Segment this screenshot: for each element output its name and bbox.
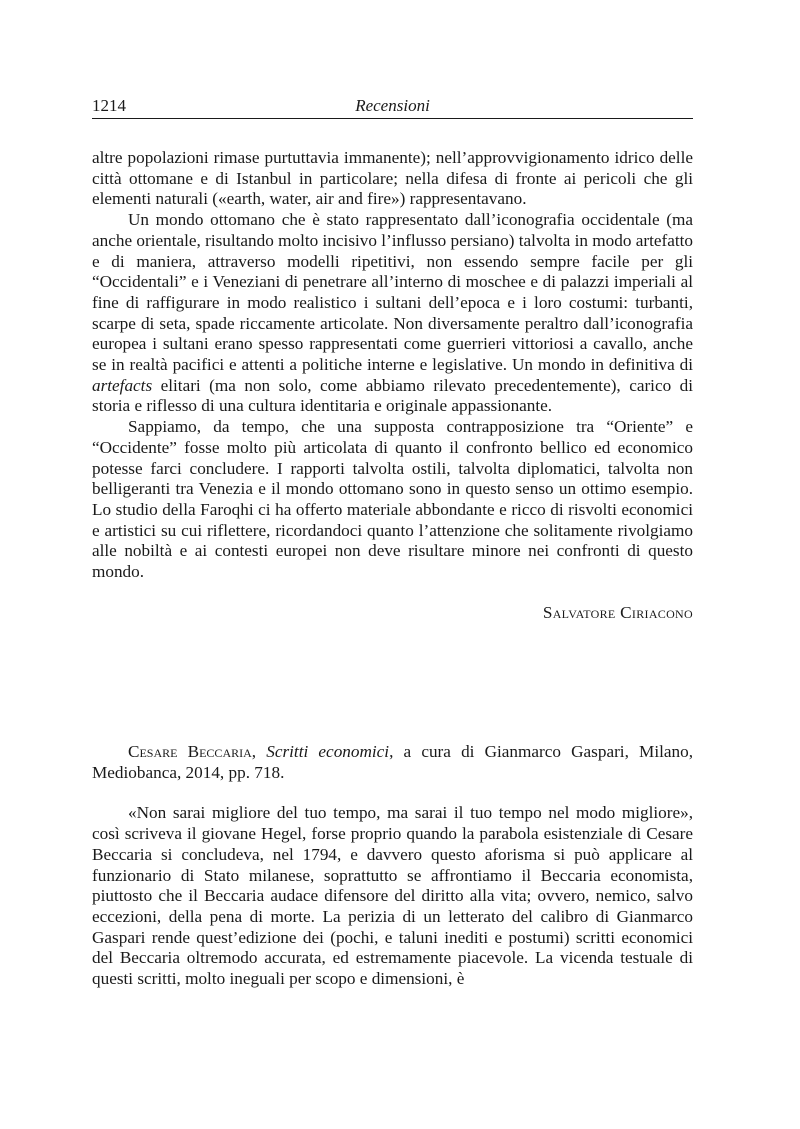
running-title: Recensioni — [355, 96, 430, 115]
review-paragraph-1: «Non sarai migliore del tuo tempo, ma sarai il tuo tempo nel modo migliore», così scriveva il giovane Hegel, forse proprio quando la parabola esistenziale di Cesare Beccaria si concludeva, nel 1794, e davvero questo aforisma si può applicare al funzionario di Stato milanese, soprattutto se affrontiamo il Beccaria economista, piuttosto che il Beccaria audace difensore del diritto alla vita; ovvero, nemico, salvo eccezioni, della pena di morte. La perizia di un letterato del calibro di Gianmarco Gaspari rende quest’edizione dei (pochi, e taluni inediti e postumi) scritti economici del Beccaria oltremodo accurata, ed estremamente piacevole. La vicenda testuale di questi scritti, molto ineguali per scopo e dimensioni, è — [92, 803, 693, 989]
page-number: 1214 — [92, 96, 126, 115]
paragraph-3: Sappiamo, da tempo, che una supposta contrapposizione tra “Oriente” e “Occidente” fosse molto più articolata di quanto il confronto bellico ed economico potesse farci concludere. I rapporti talvolta ostili, talvolta diplomatici, talvolta non belligeranti tra Venezia e il mondo ottomano sono in questo senso un ottimo esempio. Lo studio della Faroqhi ci ha offerto materiale abbondante e ricco di risvolti economici e artistici su cui riflettere, ricordandoci quanto l’attenzione che solitamente rivolgiamo alle nobiltà e ai contesti europei non deve risultare minore nei confronti di questo mondo. — [92, 417, 693, 582]
paragraph-1: altre popolazioni rimase purtuttavia immanente); nell’approvvigionamento idrico delle città ottomane e di Istanbul in particolare; nella difesa di fronte ai pericoli che gli elementi naturali («earth, water, air and fire») rappresentavano. — [92, 148, 693, 209]
paragraph-2 — [92, 210, 693, 417]
bibliographic-entry: Cesare Beccaria, Scritti economici, a cura di Gianmarco Gaspari, Milano, Mediobanca, 2014, pp. 718. — [92, 742, 693, 782]
new-review — [92, 742, 693, 990]
italic-term: artefacts — [92, 375, 153, 395]
reviewer-signature: Salvatore Ciriacono — [542, 602, 693, 622]
book-title: Scritti economici — [266, 742, 390, 761]
book-details: , a cura di Gianmarco Gaspari, Milano, Mediobanca, 2014, pp. 718. — [92, 742, 693, 782]
book-author: Cesare Beccaria — [128, 742, 252, 761]
paragraph-2-end: elitari (ma non solo, come abbiamo rilevato precedentemente), carico di storia e riflesso di una cultura identitaria e originale appassionante. — [92, 375, 694, 416]
review-continuation — [92, 148, 693, 623]
page-header — [92, 96, 693, 119]
paragraph-2-text: Un mondo ottomano che è stato rappresentato dall’iconografia occidentale (ma anche orientale, risultando molto incisivo l’influsso persiano) talvolta in modo artefatto e di maniera, attraverso modelli ripetitivi, non essendo sempre facile per gli “Occidentali” e i Veneziani di penetrare all’interno di moschee e di palazzi imperiali al fine di raffigurare in modo realistico i sultani dell’epoca e i loro costumi: turbanti, scarpe di seta, spade riccamente articolate. Non diversamente peraltro dall’iconografia europea i sultani erano spesso rappresentati come guerrieri vittoriosi a cavallo, anche se in realtà pacifici e attenti a politiche interne e legislative. Un mondo in definitiva di — [92, 210, 693, 375]
